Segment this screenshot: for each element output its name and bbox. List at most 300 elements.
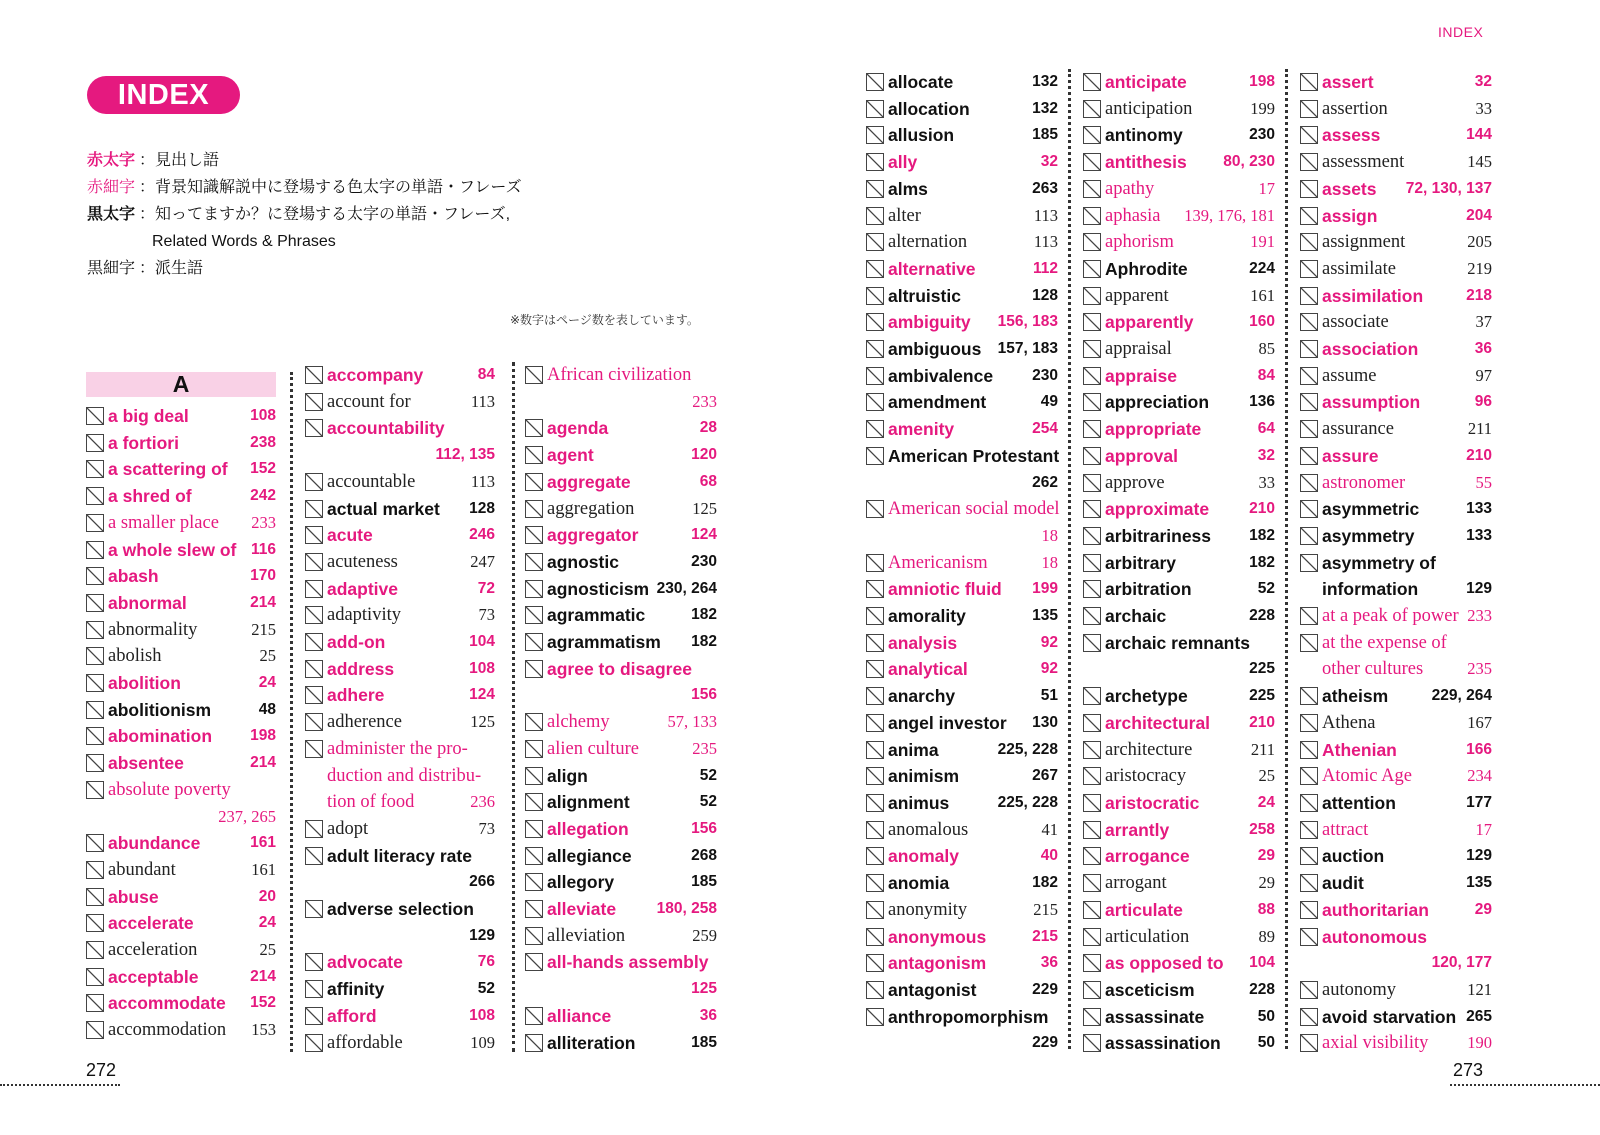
- entry-checkbox[interactable]: [1300, 100, 1318, 118]
- entry-checkbox[interactable]: [1300, 73, 1318, 91]
- entry-checkbox[interactable]: [86, 1021, 104, 1039]
- entry-checkbox[interactable]: [305, 1034, 323, 1052]
- entry-body: [1105, 443, 1275, 470]
- entry-checkbox[interactable]: [305, 1007, 323, 1025]
- entry-checkbox[interactable]: [1083, 821, 1101, 839]
- entry-word: anarchy: [888, 686, 956, 707]
- entry-word: alleviate: [547, 899, 617, 920]
- entry-checkbox[interactable]: [866, 714, 884, 732]
- entry-body: [1105, 790, 1275, 817]
- entry-checkbox[interactable]: [86, 861, 104, 879]
- entry-checkbox[interactable]: [1300, 527, 1318, 545]
- entry-checkbox[interactable]: [1083, 527, 1101, 545]
- entry-checkbox[interactable]: [1300, 420, 1318, 438]
- index-entry: [305, 469, 495, 496]
- entry-checkbox[interactable]: [1300, 340, 1318, 358]
- entry-checkbox[interactable]: [525, 366, 543, 384]
- entry-body: [1105, 256, 1275, 283]
- entry-pages: 167: [1467, 712, 1492, 732]
- entry-checkbox[interactable]: [866, 367, 884, 385]
- entry-checkbox[interactable]: [1300, 1034, 1318, 1052]
- entry-word: aggregation: [547, 498, 635, 519]
- index-entry: [1300, 122, 1492, 149]
- entry-line: [888, 843, 1058, 870]
- entry-checkbox[interactable]: [305, 847, 323, 865]
- entry-checkbox[interactable]: [1083, 901, 1101, 919]
- entry-checkbox[interactable]: [305, 713, 323, 731]
- index-entry: [1083, 69, 1275, 96]
- entry-word: agrammatic: [547, 605, 646, 626]
- entry-checkbox[interactable]: [866, 794, 884, 812]
- entry-word: angel investor: [888, 712, 1007, 733]
- entry-checkbox[interactable]: [1300, 447, 1318, 465]
- entry-checkbox[interactable]: [1083, 1034, 1101, 1052]
- entry-checkbox[interactable]: [525, 900, 543, 918]
- entry-body: [327, 602, 495, 629]
- entry-checkbox[interactable]: [866, 1008, 884, 1026]
- entry-checkbox[interactable]: [305, 366, 323, 384]
- entry-checkbox[interactable]: [86, 941, 104, 959]
- entry-checkbox[interactable]: [1083, 847, 1101, 865]
- entry-checkbox[interactable]: [866, 981, 884, 999]
- entry-checkbox[interactable]: [1300, 233, 1318, 251]
- entry-line: [547, 522, 717, 549]
- entry-checkbox[interactable]: [1083, 313, 1101, 331]
- entry-checkbox[interactable]: [1300, 1008, 1318, 1026]
- entry-checkbox[interactable]: [525, 740, 543, 758]
- index-entry: [1083, 336, 1275, 363]
- entry-checkbox[interactable]: [86, 781, 104, 799]
- entry-pages: 25: [259, 940, 276, 960]
- entry-pages: 185: [1032, 126, 1058, 144]
- entry-checkbox[interactable]: [86, 674, 104, 692]
- index-column-3: [525, 362, 717, 1056]
- entry-checkbox[interactable]: [1083, 794, 1101, 812]
- entry-checkbox[interactable]: [86, 914, 104, 932]
- entry-word: aggregator: [547, 525, 639, 546]
- entry-checkbox[interactable]: [866, 233, 884, 251]
- entry-checkbox[interactable]: [305, 660, 323, 678]
- entry-checkbox[interactable]: [866, 821, 884, 839]
- entry-checkbox[interactable]: [1300, 634, 1318, 652]
- entry-checkbox[interactable]: [1083, 580, 1101, 598]
- entry-line: [1322, 149, 1492, 176]
- entry-pages: 132: [1032, 73, 1058, 90]
- entry-word: affordable: [327, 1032, 403, 1053]
- entry-checkbox[interactable]: [1083, 474, 1101, 492]
- entry-checkbox[interactable]: [866, 420, 884, 438]
- entry-checkbox[interactable]: [86, 541, 104, 559]
- entry-checkbox[interactable]: [1083, 447, 1101, 465]
- entry-word: African civilization: [547, 365, 692, 385]
- entry-body: [1105, 576, 1275, 603]
- entry-line: [1322, 603, 1492, 630]
- entry-word: adult literacy rate: [327, 845, 472, 866]
- entry-checkbox[interactable]: [525, 606, 543, 624]
- entry-body: [327, 629, 495, 656]
- entry-checkbox[interactable]: [305, 393, 323, 411]
- index-entry: [86, 777, 276, 830]
- entry-word: analytical: [888, 659, 968, 680]
- column-divider: [512, 362, 515, 1052]
- entry-line: [1105, 603, 1275, 630]
- entry-checkbox[interactable]: [1300, 393, 1318, 411]
- index-entry: [866, 149, 1058, 176]
- entry-checkbox[interactable]: [305, 419, 323, 437]
- entry-pages: 113: [470, 391, 495, 411]
- entry-checkbox[interactable]: [525, 713, 543, 731]
- index-entry: [866, 630, 1058, 657]
- entry-checkbox[interactable]: [305, 580, 323, 598]
- entry-checkbox[interactable]: [525, 793, 543, 811]
- entry-checkbox[interactable]: [525, 873, 543, 891]
- entry-line: [547, 816, 717, 843]
- entry-checkbox[interactable]: [1083, 554, 1101, 572]
- entry-checkbox[interactable]: [86, 487, 104, 505]
- entry-word: assimilation: [1322, 285, 1424, 306]
- entry-checkbox[interactable]: [305, 980, 323, 998]
- entry-checkbox[interactable]: [305, 740, 323, 758]
- entry-checkbox[interactable]: [866, 847, 884, 865]
- entry-checkbox[interactable]: [1083, 954, 1101, 972]
- entry-checkbox[interactable]: [305, 606, 323, 624]
- entry-checkbox[interactable]: [86, 460, 104, 478]
- entry-body: [108, 456, 276, 483]
- entry-body: [1105, 203, 1275, 230]
- entry-pages: 84: [477, 366, 495, 383]
- entry-checkbox[interactable]: [525, 473, 543, 491]
- entry-checkbox[interactable]: [1300, 767, 1318, 785]
- index-entry: [866, 416, 1058, 443]
- entry-word: aristocratic: [1105, 792, 1200, 813]
- entry-line: [547, 576, 717, 603]
- entry-checkbox[interactable]: [866, 767, 884, 785]
- entry-checkbox[interactable]: [525, 767, 543, 785]
- entry-body: [1322, 283, 1492, 310]
- entry-checkbox[interactable]: [1300, 313, 1318, 331]
- entry-body: [1322, 790, 1492, 817]
- entry-line: [888, 576, 1058, 603]
- entry-checkbox[interactable]: [866, 207, 884, 225]
- entry-checkbox[interactable]: [866, 447, 884, 465]
- entry-checkbox[interactable]: [1083, 981, 1101, 999]
- entry-checkbox[interactable]: [525, 633, 543, 651]
- entry-body: [1105, 817, 1275, 844]
- entry-checkbox[interactable]: [866, 954, 884, 972]
- entry-pages: 20: [258, 887, 276, 905]
- entry-pages: 230: [1249, 126, 1275, 144]
- entry-line: [327, 976, 495, 1003]
- entry-checkbox[interactable]: [86, 754, 104, 772]
- entry-word: assert: [1322, 72, 1374, 92]
- entry-line: [1322, 1004, 1492, 1031]
- entry-checkbox[interactable]: [305, 633, 323, 651]
- entry-checkbox[interactable]: [1083, 100, 1101, 118]
- legend-desc: 見出し語: [155, 152, 220, 169]
- entry-checkbox[interactable]: [525, 953, 543, 971]
- entry-line: [1105, 69, 1275, 96]
- entry-pages: 133: [1466, 526, 1492, 544]
- entry-line: [1322, 1030, 1492, 1057]
- entry-checkbox[interactable]: [1300, 554, 1318, 572]
- entry-checkbox[interactable]: [866, 660, 884, 678]
- entry-checkbox[interactable]: [1083, 928, 1101, 946]
- entry-checkbox[interactable]: [866, 100, 884, 118]
- entry-checkbox[interactable]: [305, 473, 323, 491]
- index-entry: [305, 656, 495, 683]
- entry-body: [327, 843, 495, 896]
- entry-pages: 121: [1467, 979, 1492, 999]
- entry-pages: 52: [1257, 580, 1275, 598]
- entry-checkbox[interactable]: [86, 647, 104, 665]
- entry-checkbox[interactable]: [525, 419, 543, 437]
- entry-checkbox[interactable]: [866, 634, 884, 652]
- entry-body: [108, 403, 276, 430]
- entry-line: [108, 910, 276, 937]
- entry-body: [547, 415, 717, 442]
- entry-checkbox[interactable]: [86, 434, 104, 452]
- entry-word: assertion: [1322, 98, 1388, 119]
- entry-checkbox[interactable]: [1300, 981, 1318, 999]
- entry-checkbox[interactable]: [1300, 287, 1318, 305]
- entry-checkbox[interactable]: [1083, 1008, 1101, 1026]
- entry-checkbox[interactable]: [525, 927, 543, 945]
- entry-checkbox[interactable]: [866, 580, 884, 598]
- index-entry: [1300, 389, 1492, 416]
- entry-line: [108, 990, 276, 1017]
- index-entry: [866, 897, 1058, 924]
- index-entry: [1300, 336, 1492, 363]
- entry-checkbox[interactable]: [866, 153, 884, 171]
- entry-body: [547, 763, 717, 790]
- entry-word: account for: [327, 391, 411, 412]
- index-entry: [1300, 149, 1492, 176]
- entry-line: [108, 857, 276, 884]
- entry-checkbox[interactable]: [866, 687, 884, 705]
- entry-word: assure: [1322, 445, 1379, 466]
- entry-pages: 73: [478, 818, 495, 838]
- entry-pages: 156, 183: [997, 313, 1058, 331]
- entry-checkbox[interactable]: [866, 340, 884, 358]
- entry-checkbox[interactable]: [1083, 634, 1101, 652]
- entry-checkbox[interactable]: [305, 686, 323, 704]
- entry-checkbox[interactable]: [866, 260, 884, 278]
- index-entry: [866, 817, 1058, 844]
- entry-checkbox[interactable]: [1083, 233, 1101, 251]
- entry-word: anomia: [888, 873, 950, 894]
- entry-checkbox[interactable]: [1300, 928, 1318, 946]
- entry-body: [888, 630, 1058, 657]
- entry-checkbox[interactable]: [1300, 741, 1318, 759]
- entry-checkbox[interactable]: [866, 126, 884, 144]
- entry-pages: 235: [692, 738, 717, 758]
- entry-line: [327, 656, 495, 683]
- entry-checkbox[interactable]: [1300, 874, 1318, 892]
- entry-checkbox[interactable]: [86, 994, 104, 1012]
- entry-checkbox[interactable]: [305, 526, 323, 544]
- entry-line: [888, 336, 1058, 363]
- entry-pages: 104: [469, 633, 495, 651]
- entry-checkbox[interactable]: [86, 727, 104, 745]
- entry-pages: 113: [470, 471, 495, 491]
- entry-checkbox[interactable]: [305, 953, 323, 971]
- entry-checkbox[interactable]: [305, 500, 323, 518]
- entry-checkbox[interactable]: [1083, 500, 1101, 518]
- entry-line: [547, 442, 717, 469]
- entry-pages: 109: [470, 1032, 495, 1052]
- entry-word: agent: [547, 445, 594, 466]
- entry-checkbox[interactable]: [1300, 847, 1318, 865]
- entry-body: [1105, 336, 1275, 363]
- entry-checkbox[interactable]: [1083, 153, 1101, 171]
- entry-checkbox[interactable]: [866, 874, 884, 892]
- entry-checkbox[interactable]: [305, 553, 323, 571]
- entry-checkbox[interactable]: [1300, 794, 1318, 812]
- entry-checkbox[interactable]: [525, 847, 543, 865]
- entry-word: animism: [888, 766, 959, 787]
- entry-body: [888, 443, 1058, 496]
- entry-line: [1322, 496, 1492, 523]
- entry-word: architectural: [1105, 712, 1211, 733]
- entry-checkbox[interactable]: [305, 820, 323, 838]
- entry-checkbox[interactable]: [525, 1007, 543, 1025]
- entry-checkbox[interactable]: [1083, 126, 1101, 144]
- entry-checkbox[interactable]: [86, 834, 104, 852]
- entry-checkbox[interactable]: [1083, 287, 1101, 305]
- entry-checkbox[interactable]: [525, 500, 543, 518]
- legend-desc: 知ってますか？に登場する太字の単語・フレーズ,: [155, 206, 511, 223]
- entry-checkbox[interactable]: [86, 594, 104, 612]
- entry-checkbox[interactable]: [86, 567, 104, 585]
- entry-checkbox[interactable]: [1300, 180, 1318, 198]
- entry-body: [888, 69, 1058, 96]
- entry-checkbox[interactable]: [1300, 126, 1318, 144]
- entry-checkbox[interactable]: [1300, 821, 1318, 839]
- entry-checkbox[interactable]: [1083, 393, 1101, 411]
- entry-pages: 219: [1467, 258, 1492, 278]
- entry-checkbox[interactable]: [86, 701, 104, 719]
- entry-checkbox[interactable]: [86, 968, 104, 986]
- entry-line: [888, 363, 1058, 390]
- entry-checkbox[interactable]: [866, 901, 884, 919]
- entry-checkbox[interactable]: [866, 500, 884, 518]
- entry-checkbox[interactable]: [86, 407, 104, 425]
- column-divider: [290, 372, 293, 1052]
- entry-line: [1105, 309, 1275, 336]
- entry-checkbox[interactable]: [86, 888, 104, 906]
- entry-line: [888, 790, 1058, 817]
- entry-checkbox[interactable]: [1083, 207, 1101, 225]
- entry-checkbox[interactable]: [866, 607, 884, 625]
- entry-checkbox[interactable]: [1300, 687, 1318, 705]
- entry-checkbox[interactable]: [525, 580, 543, 598]
- entry-checkbox[interactable]: [1083, 607, 1101, 625]
- index-entry: [1083, 843, 1275, 870]
- entry-checkbox[interactable]: [1300, 207, 1318, 225]
- entry-checkbox[interactable]: [1300, 714, 1318, 732]
- entry-checkbox[interactable]: [866, 393, 884, 411]
- entry-checkbox[interactable]: [525, 553, 543, 571]
- entry-checkbox[interactable]: [866, 741, 884, 759]
- entry-checkbox[interactable]: [525, 446, 543, 464]
- entry-word: agenda: [547, 418, 609, 439]
- entry-word: attract: [1322, 819, 1369, 840]
- entry-body: [1105, 737, 1275, 764]
- entry-checkbox[interactable]: [525, 820, 543, 838]
- entry-checkbox[interactable]: [866, 73, 884, 91]
- entry-body: [1105, 470, 1275, 497]
- entry-checkbox[interactable]: [1083, 420, 1101, 438]
- entry-checkbox[interactable]: [1300, 607, 1318, 625]
- entry-pages: 234: [1467, 766, 1492, 786]
- entry-checkbox[interactable]: [525, 1034, 543, 1052]
- entry-word: antagonism: [888, 953, 987, 974]
- entry-word: American Protestant: [888, 445, 1060, 466]
- entry-checkbox[interactable]: [1083, 714, 1101, 732]
- entry-checkbox[interactable]: [1083, 180, 1101, 198]
- entry-pages: 50: [1257, 1034, 1275, 1052]
- entry-checkbox[interactable]: [1083, 367, 1101, 385]
- entry-checkbox[interactable]: [1300, 901, 1318, 919]
- entry-checkbox[interactable]: [1083, 73, 1101, 91]
- entry-checkbox[interactable]: [1083, 687, 1101, 705]
- entry-pages: 51: [1040, 687, 1058, 705]
- entry-word: abolish: [108, 646, 162, 667]
- entry-checkbox[interactable]: [1083, 741, 1101, 759]
- entry-checkbox[interactable]: [305, 900, 323, 918]
- entry-checkbox[interactable]: [866, 928, 884, 946]
- entry-checkbox[interactable]: [1083, 874, 1101, 892]
- entry-pages: 128: [469, 499, 495, 517]
- index-entry: [305, 1003, 495, 1030]
- entry-checkbox[interactable]: [1083, 260, 1101, 278]
- entry-word: appraise: [1105, 365, 1177, 386]
- entry-checkbox[interactable]: [866, 554, 884, 572]
- entry-line: [327, 362, 495, 389]
- entry-pages: 139, 176, 181: [1184, 205, 1275, 225]
- entry-checkbox[interactable]: [1083, 767, 1101, 785]
- entry-pages: 265: [1466, 1007, 1492, 1025]
- entry-line: [888, 550, 1058, 577]
- entry-checkbox[interactable]: [86, 514, 104, 532]
- entry-checkbox[interactable]: [1083, 340, 1101, 358]
- entry-pages: 199: [1250, 98, 1275, 118]
- entry-checkbox[interactable]: [525, 660, 543, 678]
- entry-line: [1105, 96, 1275, 123]
- entry-checkbox[interactable]: [1300, 367, 1318, 385]
- entry-body: [1322, 496, 1492, 523]
- entry-body: [1322, 897, 1492, 924]
- entry-word: analysis: [888, 632, 958, 653]
- entry-checkbox[interactable]: [1300, 260, 1318, 278]
- entry-checkbox[interactable]: [866, 180, 884, 198]
- entry-checkbox[interactable]: [1300, 500, 1318, 518]
- entry-checkbox[interactable]: [525, 526, 543, 544]
- entry-body: [1322, 96, 1492, 123]
- index-entry: [86, 456, 276, 483]
- entry-word: abolitionism: [108, 699, 212, 720]
- entry-checkbox[interactable]: [86, 621, 104, 639]
- legend-row: [87, 228, 522, 255]
- entry-checkbox[interactable]: [1300, 474, 1318, 492]
- index-entry: [1083, 870, 1275, 897]
- entry-checkbox[interactable]: [866, 287, 884, 305]
- entry-checkbox[interactable]: [1300, 153, 1318, 171]
- entry-body: [1322, 683, 1492, 710]
- entry-word: assess: [1322, 125, 1381, 146]
- entry-pages: 135: [1032, 607, 1058, 625]
- entry-checkbox[interactable]: [866, 313, 884, 331]
